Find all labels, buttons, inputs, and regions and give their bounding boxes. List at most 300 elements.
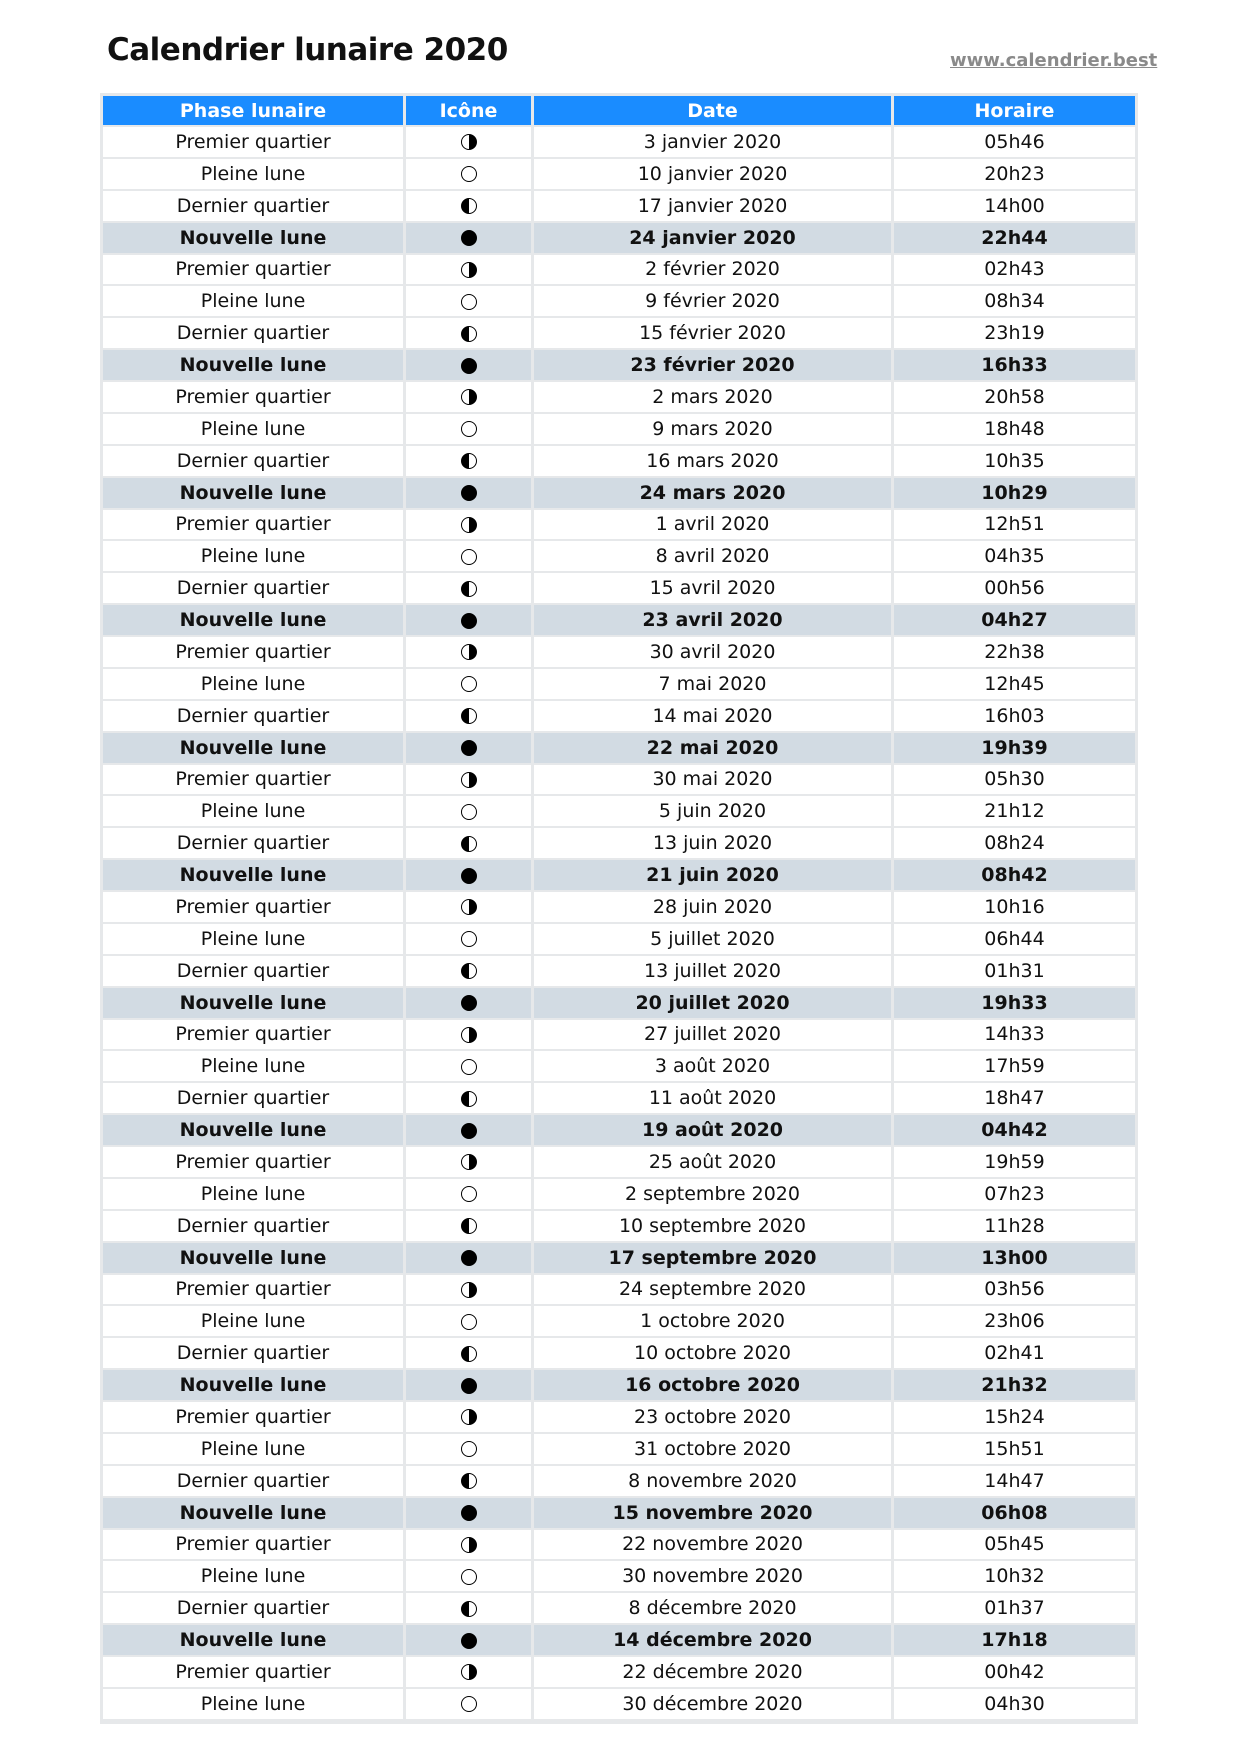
date-cell: 10 septembre 2020 [534, 1211, 891, 1243]
new-moon-icon [461, 1378, 477, 1394]
icon-cell [406, 255, 531, 287]
table-row [103, 1593, 1135, 1625]
icon-cell [406, 956, 531, 988]
phase-cell: Premier quartier [103, 127, 403, 159]
table-row [103, 1275, 1135, 1307]
table-row [103, 988, 1135, 1020]
table-row [103, 1466, 1135, 1498]
icon-cell [406, 1147, 531, 1179]
table-row [103, 1115, 1135, 1147]
table-row [103, 1657, 1135, 1689]
time-cell: 06h08 [894, 1498, 1135, 1530]
table-row [103, 637, 1135, 669]
icon-cell [406, 796, 531, 828]
last-quarter-icon [461, 198, 477, 214]
icon-cell [406, 414, 531, 446]
date-cell: 30 novembre 2020 [534, 1561, 891, 1593]
phase-cell: Pleine lune [103, 541, 403, 573]
date-cell: 15 avril 2020 [534, 573, 891, 605]
date-cell: 15 février 2020 [534, 318, 891, 350]
table-row [103, 1020, 1135, 1052]
date-cell: 27 juillet 2020 [534, 1020, 891, 1052]
icon-cell [406, 1306, 531, 1338]
date-cell: 10 janvier 2020 [534, 159, 891, 191]
phase-cell: Nouvelle lune [103, 988, 403, 1020]
full-moon-icon [461, 1186, 477, 1202]
phase-cell: Premier quartier [103, 510, 403, 542]
date-cell: 30 décembre 2020 [534, 1689, 891, 1721]
last-quarter-icon [461, 708, 477, 724]
icon-cell [406, 765, 531, 797]
date-cell: 5 juin 2020 [534, 796, 891, 828]
last-quarter-icon [461, 453, 477, 469]
last-quarter-icon [461, 963, 477, 979]
phase-cell: Pleine lune [103, 669, 403, 701]
last-quarter-icon [461, 1218, 477, 1234]
icon-cell [406, 382, 531, 414]
phase-cell: Nouvelle lune [103, 1370, 403, 1402]
header-icon: Icône [406, 96, 531, 127]
time-cell: 15h24 [894, 1402, 1135, 1434]
phase-cell: Nouvelle lune [103, 605, 403, 637]
new-moon-icon [461, 995, 477, 1011]
icon-cell [406, 1051, 531, 1083]
date-cell: 20 juillet 2020 [534, 988, 891, 1020]
full-moon-icon [461, 676, 477, 692]
time-cell: 19h59 [894, 1147, 1135, 1179]
table-row [103, 478, 1135, 510]
table-row [103, 956, 1135, 988]
icon-cell [406, 828, 531, 860]
phase-cell: Premier quartier [103, 1657, 403, 1689]
full-moon-icon [461, 1441, 477, 1457]
table-row [103, 892, 1135, 924]
last-quarter-icon [461, 1091, 477, 1107]
first-quarter-icon [461, 1537, 477, 1553]
first-quarter-icon [461, 899, 477, 915]
icon-cell [406, 1020, 531, 1052]
header-phase: Phase lunaire [103, 96, 403, 127]
time-cell: 21h32 [894, 1370, 1135, 1402]
new-moon-icon [461, 1633, 477, 1649]
table-row [103, 1434, 1135, 1466]
phase-cell: Dernier quartier [103, 1338, 403, 1370]
date-cell: 13 juillet 2020 [534, 956, 891, 988]
phase-cell: Pleine lune [103, 1434, 403, 1466]
new-moon-icon [461, 1123, 477, 1139]
first-quarter-icon [461, 1664, 477, 1680]
first-quarter-icon [461, 1027, 477, 1043]
table-row [103, 1338, 1135, 1370]
time-cell: 13h00 [894, 1243, 1135, 1275]
time-cell: 14h33 [894, 1020, 1135, 1052]
phase-cell: Dernier quartier [103, 446, 403, 478]
table-row [103, 860, 1135, 892]
last-quarter-icon [461, 836, 477, 852]
phase-cell: Nouvelle lune [103, 478, 403, 510]
time-cell: 02h43 [894, 255, 1135, 287]
phase-cell: Pleine lune [103, 286, 403, 318]
icon-cell [406, 1689, 531, 1721]
table-row [103, 796, 1135, 828]
icon-cell [406, 1275, 531, 1307]
date-cell: 19 août 2020 [534, 1115, 891, 1147]
date-cell: 17 septembre 2020 [534, 1243, 891, 1275]
time-cell: 18h48 [894, 414, 1135, 446]
date-cell: 22 décembre 2020 [534, 1657, 891, 1689]
icon-cell [406, 223, 531, 255]
phase-cell: Pleine lune [103, 1306, 403, 1338]
table-row [103, 733, 1135, 765]
table-row [103, 255, 1135, 287]
phase-cell: Dernier quartier [103, 1466, 403, 1498]
table-row [103, 191, 1135, 223]
date-cell: 24 janvier 2020 [534, 223, 891, 255]
first-quarter-icon [461, 134, 477, 150]
table-row [103, 159, 1135, 191]
date-cell: 21 juin 2020 [534, 860, 891, 892]
date-cell: 22 novembre 2020 [534, 1530, 891, 1562]
full-moon-icon [461, 1059, 477, 1075]
date-cell: 31 octobre 2020 [534, 1434, 891, 1466]
icon-cell [406, 573, 531, 605]
date-cell: 8 décembre 2020 [534, 1593, 891, 1625]
time-cell: 23h19 [894, 318, 1135, 350]
phase-cell: Premier quartier [103, 1147, 403, 1179]
time-cell: 19h33 [894, 988, 1135, 1020]
table-row [103, 1306, 1135, 1338]
time-cell: 00h42 [894, 1657, 1135, 1689]
icon-cell [406, 1402, 531, 1434]
full-moon-icon [461, 1314, 477, 1330]
new-moon-icon [461, 868, 477, 884]
icon-cell [406, 605, 531, 637]
icon-cell [406, 541, 531, 573]
phase-cell: Dernier quartier [103, 956, 403, 988]
table-row [103, 318, 1135, 350]
icon-cell [406, 1370, 531, 1402]
date-cell: 1 octobre 2020 [534, 1306, 891, 1338]
time-cell: 10h29 [894, 478, 1135, 510]
icon-cell [406, 478, 531, 510]
icon-cell [406, 860, 531, 892]
date-cell: 3 janvier 2020 [534, 127, 891, 159]
date-cell: 23 avril 2020 [534, 605, 891, 637]
phase-cell: Pleine lune [103, 1689, 403, 1721]
phase-cell: Nouvelle lune [103, 1115, 403, 1147]
date-cell: 16 octobre 2020 [534, 1370, 891, 1402]
last-quarter-icon [461, 581, 477, 597]
icon-cell [406, 1211, 531, 1243]
icon-cell [406, 637, 531, 669]
table-row [103, 1530, 1135, 1562]
first-quarter-icon [461, 1154, 477, 1170]
table-row [103, 573, 1135, 605]
phase-cell: Premier quartier [103, 765, 403, 797]
phase-cell: Premier quartier [103, 892, 403, 924]
new-moon-icon [461, 613, 477, 629]
time-cell: 10h32 [894, 1561, 1135, 1593]
icon-cell [406, 701, 531, 733]
time-cell: 20h23 [894, 159, 1135, 191]
time-cell: 04h30 [894, 1689, 1135, 1721]
date-cell: 1 avril 2020 [534, 510, 891, 542]
new-moon-icon [461, 358, 477, 374]
table-row [103, 828, 1135, 860]
icon-cell [406, 892, 531, 924]
icon-cell [406, 669, 531, 701]
phase-cell: Nouvelle lune [103, 733, 403, 765]
phase-cell: Nouvelle lune [103, 860, 403, 892]
table-row [103, 1051, 1135, 1083]
table-row [103, 1243, 1135, 1275]
date-cell: 16 mars 2020 [534, 446, 891, 478]
phase-cell: Dernier quartier [103, 1593, 403, 1625]
phase-cell: Pleine lune [103, 1561, 403, 1593]
table-row [103, 1561, 1135, 1593]
time-cell: 10h35 [894, 446, 1135, 478]
phase-cell: Dernier quartier [103, 191, 403, 223]
table-row [103, 223, 1135, 255]
full-moon-icon [461, 931, 477, 947]
time-cell: 07h23 [894, 1179, 1135, 1211]
table-row [103, 1179, 1135, 1211]
table-row [103, 446, 1135, 478]
table-row [103, 541, 1135, 573]
phase-cell: Premier quartier [103, 1530, 403, 1562]
phase-cell: Dernier quartier [103, 701, 403, 733]
date-cell: 24 septembre 2020 [534, 1275, 891, 1307]
phase-cell: Pleine lune [103, 1179, 403, 1211]
full-moon-icon [461, 804, 477, 820]
time-cell: 08h24 [894, 828, 1135, 860]
time-cell: 16h03 [894, 701, 1135, 733]
icon-cell [406, 510, 531, 542]
first-quarter-icon [461, 1409, 477, 1425]
icon-cell [406, 924, 531, 956]
header-date: Date [534, 96, 891, 127]
icon-cell [406, 350, 531, 382]
icon-cell [406, 733, 531, 765]
table-row [103, 1147, 1135, 1179]
phase-cell: Premier quartier [103, 382, 403, 414]
table-row [103, 127, 1135, 159]
icon-cell [406, 1466, 531, 1498]
time-cell: 04h27 [894, 605, 1135, 637]
phase-cell: Pleine lune [103, 924, 403, 956]
time-cell: 14h47 [894, 1466, 1135, 1498]
time-cell: 23h06 [894, 1306, 1135, 1338]
date-cell: 2 février 2020 [534, 255, 891, 287]
icon-cell [406, 1179, 531, 1211]
date-cell: 28 juin 2020 [534, 892, 891, 924]
time-cell: 11h28 [894, 1211, 1135, 1243]
date-cell: 15 novembre 2020 [534, 1498, 891, 1530]
phase-cell: Premier quartier [103, 1020, 403, 1052]
date-cell: 5 juillet 2020 [534, 924, 891, 956]
first-quarter-icon [461, 1282, 477, 1298]
table-row [103, 510, 1135, 542]
phase-cell: Pleine lune [103, 414, 403, 446]
phase-cell: Pleine lune [103, 796, 403, 828]
icon-cell [406, 286, 531, 318]
date-cell: 17 janvier 2020 [534, 191, 891, 223]
time-cell: 01h37 [894, 1593, 1135, 1625]
time-cell: 21h12 [894, 796, 1135, 828]
time-cell: 00h56 [894, 573, 1135, 605]
table-row [103, 1689, 1135, 1721]
phase-cell: Dernier quartier [103, 1083, 403, 1115]
full-moon-icon [461, 1696, 477, 1712]
phase-cell: Premier quartier [103, 1402, 403, 1434]
time-cell: 14h00 [894, 191, 1135, 223]
full-moon-icon [461, 421, 477, 437]
time-cell: 15h51 [894, 1434, 1135, 1466]
time-cell: 20h58 [894, 382, 1135, 414]
full-moon-icon [461, 166, 477, 182]
new-moon-icon [461, 1505, 477, 1521]
new-moon-icon [461, 230, 477, 246]
date-cell: 8 avril 2020 [534, 541, 891, 573]
first-quarter-icon [461, 262, 477, 278]
time-cell: 08h42 [894, 860, 1135, 892]
last-quarter-icon [461, 1346, 477, 1362]
new-moon-icon [461, 485, 477, 501]
table-row [103, 1402, 1135, 1434]
icon-cell [406, 1243, 531, 1275]
table-row [103, 1625, 1135, 1657]
full-moon-icon [461, 1569, 477, 1585]
time-cell: 16h33 [894, 350, 1135, 382]
table-row [103, 765, 1135, 797]
table-row [103, 350, 1135, 382]
date-cell: 14 mai 2020 [534, 701, 891, 733]
table-row [103, 1083, 1135, 1115]
icon-cell [406, 988, 531, 1020]
phase-cell: Dernier quartier [103, 573, 403, 605]
time-cell: 12h45 [894, 669, 1135, 701]
icon-cell [406, 191, 531, 223]
time-cell: 04h42 [894, 1115, 1135, 1147]
phase-cell: Nouvelle lune [103, 1625, 403, 1657]
time-cell: 17h18 [894, 1625, 1135, 1657]
new-moon-icon [461, 1250, 477, 1266]
phase-cell: Dernier quartier [103, 318, 403, 350]
date-cell: 11 août 2020 [534, 1083, 891, 1115]
last-quarter-icon [461, 326, 477, 342]
date-cell: 22 mai 2020 [534, 733, 891, 765]
first-quarter-icon [461, 772, 477, 788]
table-row [103, 701, 1135, 733]
date-cell: 9 mars 2020 [534, 414, 891, 446]
phase-cell: Pleine lune [103, 159, 403, 191]
date-cell: 23 octobre 2020 [534, 1402, 891, 1434]
icon-cell [406, 1657, 531, 1689]
phase-cell: Premier quartier [103, 637, 403, 669]
last-quarter-icon [461, 1473, 477, 1489]
last-quarter-icon [461, 1601, 477, 1617]
icon-cell [406, 1115, 531, 1147]
date-cell: 2 mars 2020 [534, 382, 891, 414]
icon-cell [406, 1434, 531, 1466]
phase-cell: Pleine lune [103, 1051, 403, 1083]
time-cell: 03h56 [894, 1275, 1135, 1307]
first-quarter-icon [461, 644, 477, 660]
phase-cell: Nouvelle lune [103, 1498, 403, 1530]
date-cell: 14 décembre 2020 [534, 1625, 891, 1657]
date-cell: 8 novembre 2020 [534, 1466, 891, 1498]
date-cell: 9 février 2020 [534, 286, 891, 318]
time-cell: 19h39 [894, 733, 1135, 765]
first-quarter-icon [461, 389, 477, 405]
icon-cell [406, 1338, 531, 1370]
icon-cell [406, 1593, 531, 1625]
table-row [103, 605, 1135, 637]
table-header-row [103, 96, 1135, 127]
icon-cell [406, 159, 531, 191]
phase-cell: Nouvelle lune [103, 350, 403, 382]
icon-cell [406, 1083, 531, 1115]
date-cell: 10 octobre 2020 [534, 1338, 891, 1370]
table-row [103, 382, 1135, 414]
phase-cell: Nouvelle lune [103, 1243, 403, 1275]
time-cell: 08h34 [894, 286, 1135, 318]
icon-cell [406, 318, 531, 350]
new-moon-icon [461, 740, 477, 756]
icon-cell [406, 1498, 531, 1530]
date-cell: 24 mars 2020 [534, 478, 891, 510]
time-cell: 22h44 [894, 223, 1135, 255]
date-cell: 25 août 2020 [534, 1147, 891, 1179]
first-quarter-icon [461, 517, 477, 533]
time-cell: 10h16 [894, 892, 1135, 924]
date-cell: 2 septembre 2020 [534, 1179, 891, 1211]
time-cell: 01h31 [894, 956, 1135, 988]
table-row [103, 924, 1135, 956]
date-cell: 30 avril 2020 [534, 637, 891, 669]
time-cell: 05h46 [894, 127, 1135, 159]
full-moon-icon [461, 294, 477, 310]
phase-cell: Nouvelle lune [103, 223, 403, 255]
time-cell: 17h59 [894, 1051, 1135, 1083]
phase-cell: Dernier quartier [103, 828, 403, 860]
header-time: Horaire [894, 96, 1135, 127]
icon-cell [406, 1561, 531, 1593]
table-row [103, 286, 1135, 318]
table-row [103, 669, 1135, 701]
site-link[interactable]: www.calendrier.best [950, 50, 1158, 71]
icon-cell [406, 1530, 531, 1562]
time-cell: 04h35 [894, 541, 1135, 573]
icon-cell [406, 127, 531, 159]
page-title: Calendrier lunaire 2020 [107, 32, 508, 68]
date-cell: 23 février 2020 [534, 350, 891, 382]
table-row [103, 414, 1135, 446]
table-row [103, 1370, 1135, 1402]
date-cell: 13 juin 2020 [534, 828, 891, 860]
icon-cell [406, 1625, 531, 1657]
date-cell: 3 août 2020 [534, 1051, 891, 1083]
date-cell: 7 mai 2020 [534, 669, 891, 701]
time-cell: 02h41 [894, 1338, 1135, 1370]
time-cell: 05h45 [894, 1530, 1135, 1562]
time-cell: 22h38 [894, 637, 1135, 669]
table-row [103, 1211, 1135, 1243]
lunar-calendar-table [100, 96, 1138, 1721]
time-cell: 06h44 [894, 924, 1135, 956]
icon-cell [406, 446, 531, 478]
full-moon-icon [461, 549, 477, 565]
